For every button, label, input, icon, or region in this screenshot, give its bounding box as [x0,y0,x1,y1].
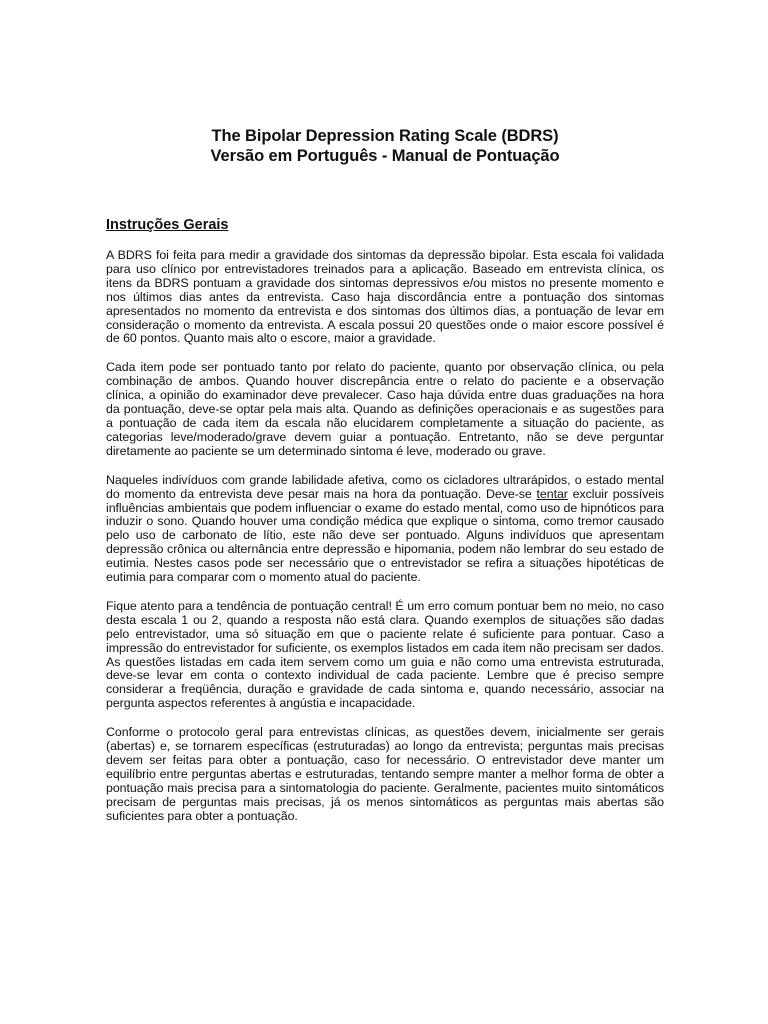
document-page [106,126,664,839]
paragraph-3 [106,474,664,585]
paragraph-3-text-after: excluir possíveis influências ambientais que podem influenciar o exame do estado mental, como uso de hipnóticos para induzir o sono. Quando houver uma condição médica que explique o sintoma, como tremor causado pelo uso de carbonato de lítio, este não deve ser pontuado. Alguns indivíduos que apresentam depressão crônica ou alternância entre depressão e hipomania, podem não lembrar do seu estado de eutimia. Nestes casos pode ser necessário que o entrevistador se refira a situações hipotéticas de eutimia para comparar com o momento atual do paciente. [106,486,664,585]
underlined-word: tentar [536,486,568,501]
title-line-1: The Bipolar Depression Rating Scale (BDRS) [211,127,559,145]
title-line-2: Versão em Português - Manual de Pontuação [210,147,560,165]
paragraph-4: Fique atento para a tendência de pontuação central! É um erro comum pontuar bem no meio, no caso desta escala 1 ou 2, quando a resposta não está clara. Quando exemplos de situações são dadas pelo entrevistador, uma só situação em que o paciente relate é suficiente para pontuar. Caso a impressão do entrevistador for suficiente, os exemplos listados em cada item não precisam ser dados. As questões listadas em cada item servem como um guia e não como uma entrevista estruturada, deve-se levar em conta o contexto individual de cada paciente. Lembre que é preciso sempre considerar a freqüência, duração e gravidade de cada sintoma e, quando necessário, associar na pergunta aspectos referentes à angústia e incapacidade. [106,598,664,711]
paragraph-2: Cada item pode ser pontuado tanto por relato do paciente, quanto por observação clínica, ou pela combinação de ambos. Quando houver discrepância entre o relato do paciente e a observação clínica, a opinião do examinador deve prevalecer. Caso haja dúvida entre duas graduações na hora da pontuação, deve-se optar pela mais alta. Quando as definições operacionais e as sugestões para a pontuação de cada item da escala não elucidarem completamente a situação do paciente, as categorias leve/moderado/grave devem guiar a pontuação. Entretanto, não se deve perguntar diretamente ao paciente se um determinado sintoma é leve, moderado ou grave. [106,360,664,458]
paragraph-1: A BDRS foi feita para medir a gravidade dos sintomas da depressão bipolar. Esta escala foi validada para uso clínico por entrevistadores treinados para a aplicação. Baseado em entrevista clínica, os itens da BDRS pontuam a gravidade dos sintomas depressivos e/ou mistos no presente momento e nos últimos dias antes da entrevista. Caso haja discordância entre a pontuação dos sintomas apresentados no momento da entrevista e dos sintomas dos últimos dias, a pontuação de levar em consideração o momento da entrevista. A escala possui 20 questões onde o maior escore possível é de 60 pontos. Quanto mais alto o escore, maior a gravidade. [106,248,664,346]
document-title [106,126,664,166]
paragraph-3-text-before: Naqueles indivíduos com grande labilidade afetiva, como os cicladores ultrarápidos, o estado mental do momento da entrevista deve pesar mais na hora da pontuação. Deve-se [106,472,664,501]
paragraph-5: Conforme o protocolo geral para entrevistas clínicas, as questões devem, inicialmente ser gerais (abertas) e, se tornarem específicas (estruturadas) ao longo da entrevista; perguntas mais precisas devem ser feitas para obter a pontuação, caso for necessário. O entrevistador deve manter um equilíbrio entre perguntas abertas e estruturadas, tentando sempre manter a melhor forma de obter a pontuação mais precisa para a sintomatologia do paciente. Geralmente, pacientes muito sintomáticos precisam de perguntas mais precisas, já os menos sintomáticos as perguntas mais abertas são suficientes para obter a pontuação. [106,725,664,823]
section-heading: Instruções Gerais [106,217,229,233]
